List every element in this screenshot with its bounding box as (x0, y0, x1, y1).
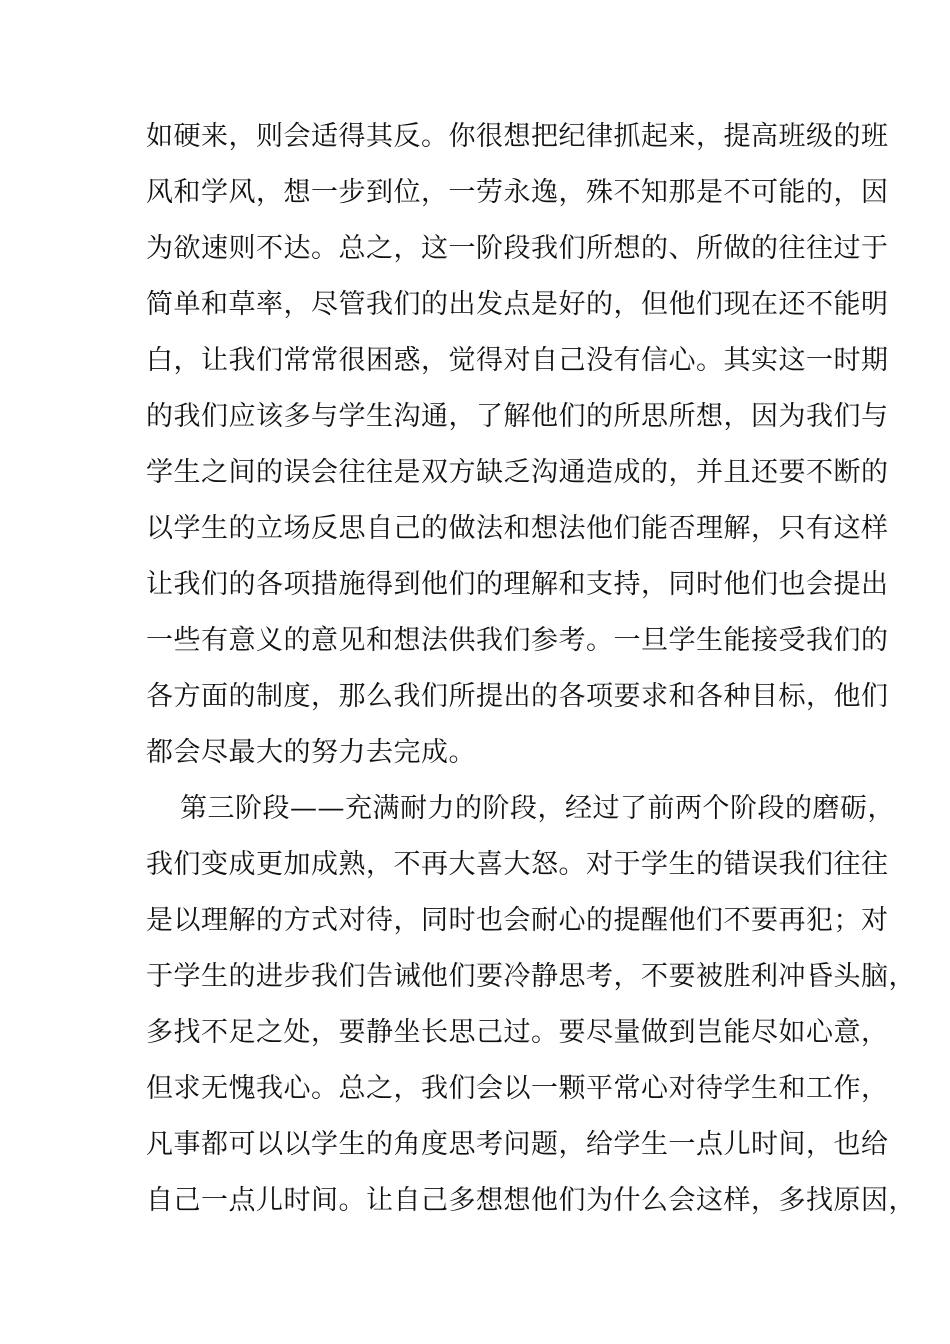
text-line-19: 凡事都可以以学生的角度思考问题，给学生一点儿时间，也给 (146, 1129, 889, 1160)
text-line-4: 简单和草率，尽管我们的出发点是好的，但他们现在还不能明 (146, 289, 889, 320)
text-line-1: 如硬来，则会适得其反。你很想把纪律抓起来，提高班级的班 (146, 121, 889, 152)
text-line-3: 为欲速则不达。总之，这一阶段我们所想的、所做的往往过于 (146, 233, 889, 264)
text-line-18: 但求无愧我心。总之，我们会以一颗平常心对待学生和工作， (146, 1073, 889, 1104)
text-line-10: 一些有意义的意见和想法供我们参考。一旦学生能接受我们的 (146, 625, 889, 656)
paragraph-start-line: 第三阶段——充满耐力的阶段，经过了前两个阶段的磨砺， (180, 793, 895, 824)
text-line-15: 是以理解的方式对待，同时也会耐心的提醒他们不要再犯；对 (146, 905, 889, 936)
text-line-17: 多找不足之处，要静坐长思己过。要尽量做到岂能尽如心意， (146, 1017, 889, 1048)
text-line-11: 各方面的制度，那么我们所提出的各项要求和各种目标，他们 (146, 681, 889, 712)
text-line-20: 自己一点儿时间。让自己多想想他们为什么会这样，多找原因， (146, 1185, 916, 1216)
text-line-16: 于学生的进步我们告诫他们要冷静思考，不要被胜利冲昏头脑， (146, 961, 916, 992)
text-line-7: 学生之间的误会往往是双方缺乏沟通造成的，并且还要不断的 (146, 457, 889, 488)
text-line-12: 都会尽最大的努力去完成。 (146, 737, 476, 768)
text-line-2: 风和学风，想一步到位，一劳永逸，殊不知那是不可能的，因 (146, 177, 889, 208)
text-line-14: 我们变成更加成熟，不再大喜大怒。对于学生的错误我们往往 (146, 849, 889, 880)
text-line-9: 让我们的各项措施得到他们的理解和支持，同时他们也会提出 (146, 569, 889, 600)
text-line-8: 以学生的立场反思自己的做法和想法他们能否理解，只有这样 (146, 513, 889, 544)
text-line-5: 白，让我们常常很困惑，觉得对自己没有信心。其实这一时期 (146, 345, 889, 376)
text-line-6: 的我们应该多与学生沟通，了解他们的所思所想，因为我们与 (146, 401, 889, 432)
